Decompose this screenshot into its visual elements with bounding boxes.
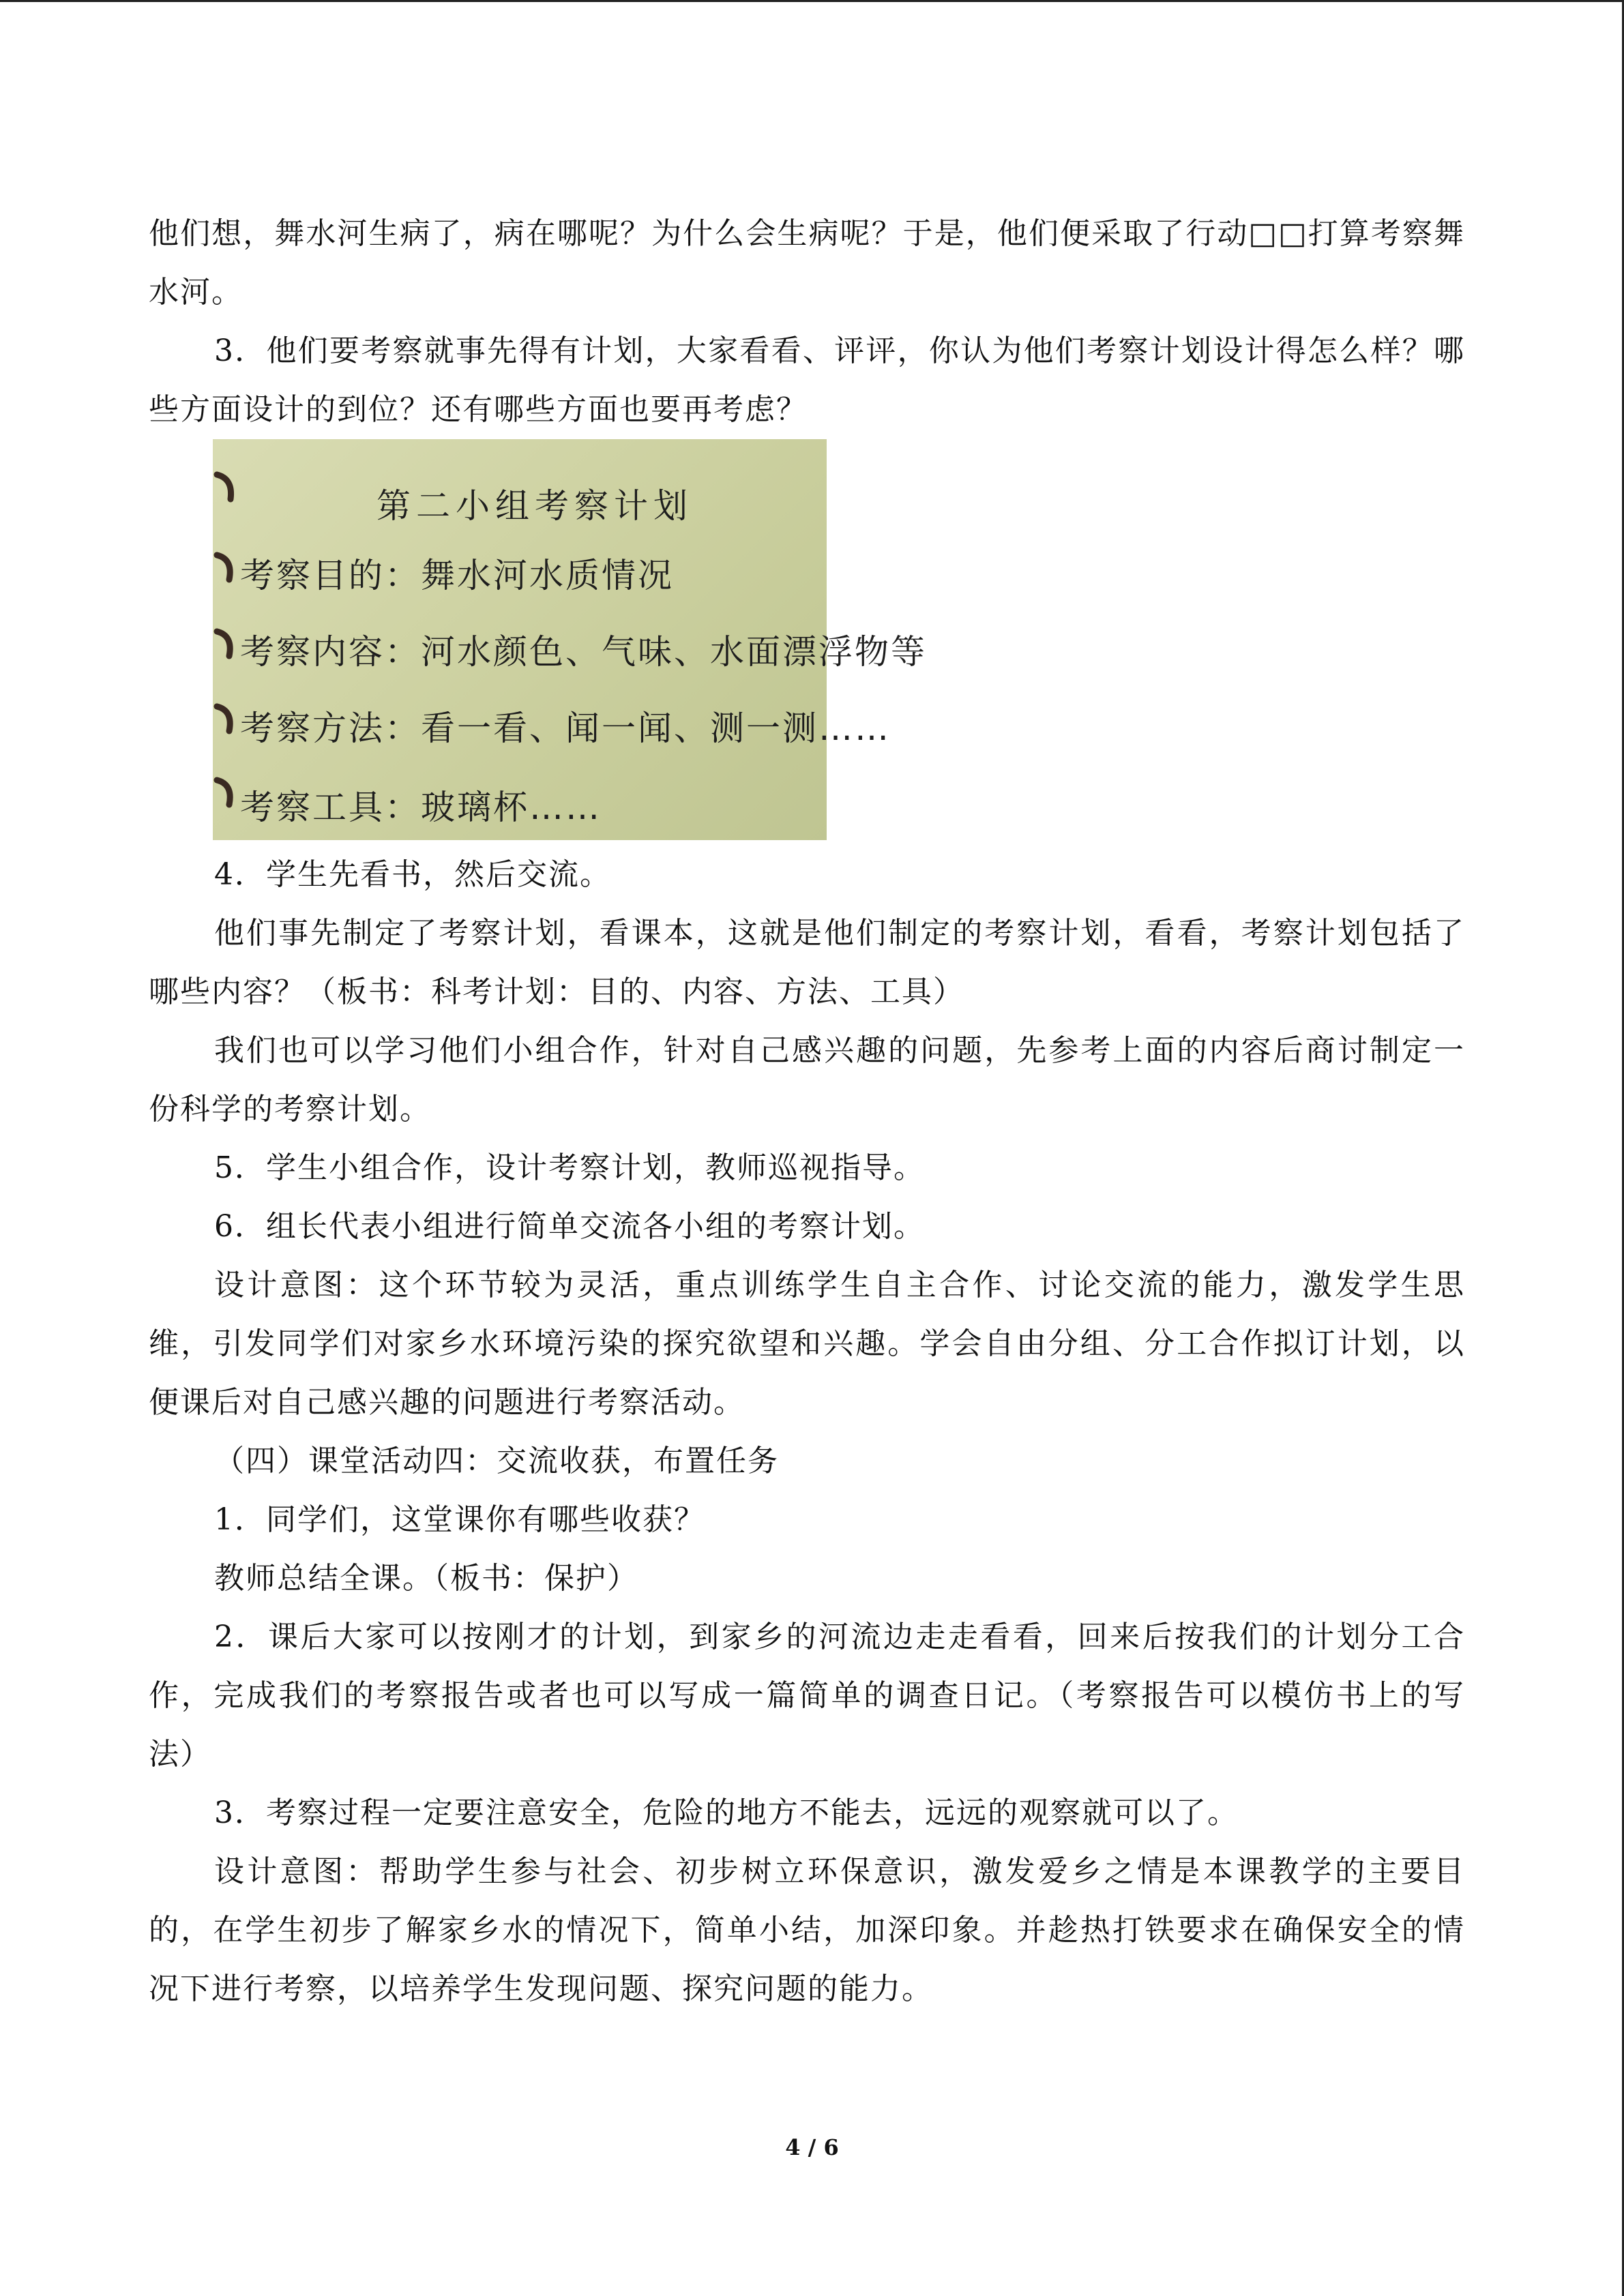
plan-line-purpose: 考察目的：舞水河水质情况 — [240, 556, 674, 595]
paragraph: 1．同学们，这堂课你有哪些收获？ — [214, 1502, 705, 1537]
paragraph: 他们事先制定了考察计划，看课本，这就是他们制定的考察计划，看看，考察计划包括了哪些内容？（板书：科考计划：目的、内容、方法、工具） — [149, 916, 1465, 1009]
paragraph: 他们想，舞水河生病了，病在哪呢？为什么会生病呢？于是，他们便采取了行动□□打算考察舞水河。 — [149, 216, 1465, 310]
paragraph: 3．考察过程一定要注意安全，危险的地方不能去，远远的观察就可以了。 — [214, 1795, 1239, 1830]
plan-title: 第二小组考察计划 — [377, 486, 693, 526]
paragraph: 5．学生小组合作，设计考察计划，教师巡视指导。 — [214, 1150, 925, 1185]
section-heading: （四）课堂活动四：交流收获，布置任务 — [214, 1444, 779, 1478]
page-number: 4 / 6 — [785, 2134, 839, 2160]
paragraph: 4．学生先看书，然后交流。 — [214, 857, 611, 892]
paragraph: 设计意图：帮助学生参与社会、初步树立环保意识，激发爱乡之情是本课教学的主要目的，在学生初步了解家乡水的情况下，简单小结，加深印象。并趁热打铁要求在确保安全的情况下进行考察，以培养学生发现问题、探究问题的能力。 — [149, 1854, 1465, 2006]
plan-line-content: 考察内容：河水颜色、气味、水面漂浮物等 — [240, 632, 927, 672]
paragraph: 教师总结全课。（板书：保护） — [214, 1561, 638, 1596]
document-body — [149, 205, 1465, 2018]
plan-line-tools: 考察工具：玻璃杯…… — [240, 788, 602, 827]
paragraph: 2．课后大家可以按刚才的计划，到家乡的河流边走走看看，回来后按我们的计划分工合作，完成我们的考察报告或者也可以写成一篇简单的调查日记。（考察报告可以模仿书上的写法） — [149, 1620, 1465, 1772]
paragraph: 我们也可以学习他们小组合作，针对自己感兴趣的问题，先参考上面的内容后商讨制定一份科学的考察计划。 — [149, 1033, 1465, 1127]
paragraph: 6．组长代表小组进行简单交流各小组的考察计划。 — [214, 1209, 925, 1244]
paragraph: 3．他们要考察就事先得有计划，大家看看、评评，你认为他们考察计划设计得怎么样？哪些方面设计的到位？还有哪些方面也要再考虑？ — [149, 333, 1465, 427]
plan-photo — [213, 439, 927, 840]
plan-line-method: 考察方法：看一看、闻一闻、测一测…… — [240, 709, 891, 748]
page-border-top — [0, 0, 1624, 2]
paragraph: 设计意图：这个环节较为灵活，重点训练学生自主合作、讨论交流的能力，激发学生思维，引发同学们对家乡水环境污染的探究欲望和兴趣。学会自由分组、分工合作拟订计划，以便课后对自己感兴趣的问题进行考察活动。 — [149, 1268, 1465, 1420]
